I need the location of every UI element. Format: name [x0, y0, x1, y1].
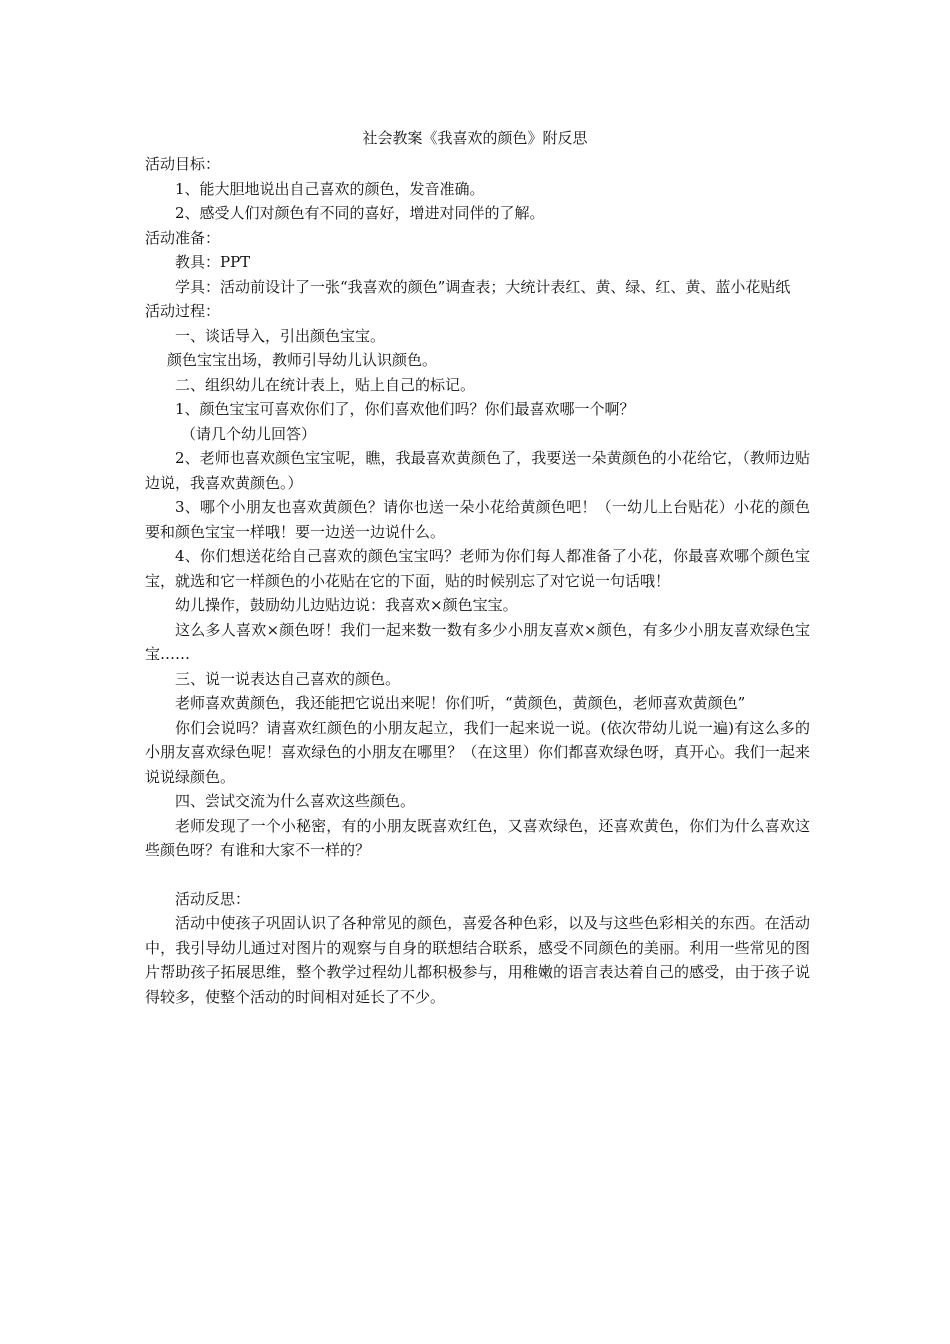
paragraph: 你们会说吗？请喜欢红颜色的小朋友起立，我们一起来说一说。(依次带幼儿说一遍)有这么多的小朋友喜欢绿色呢！喜欢绿色的小朋友在哪里？（在这里）你们都喜欢绿色呀，真开心。我们一起来说说绿颜色。 — [145, 718, 810, 786]
paragraph: 3、哪个小朋友也喜欢黄颜色？请你也送一朵小花给黄颜色吧！（一幼儿上台贴花）小花的颜色要和颜色宝宝一样哦！要一边送一边说什么。 — [145, 498, 810, 541]
section-heading-process: 活动过程： — [145, 302, 221, 320]
preparation-item: 学具：活动前设计了一张“我喜欢的颜色”调查表；大统计表红、黄、绿、红、黄、蓝小花贴纸 — [175, 277, 791, 296]
document-body — [145, 152, 810, 1009]
section-heading-reflection: 活动反思： — [175, 889, 251, 908]
paragraph: 2、老师也喜欢颜色宝宝呢，瞧，我最喜欢黄颜色了，我要送一朵黄颜色的小花给它，（教师边贴边说，我喜欢黄颜色。） — [145, 449, 810, 492]
goal-item: 2、感受人们对颜色有不同的喜好，增进对同伴的了解。 — [175, 204, 545, 222]
section-heading-preparation: 活动准备： — [145, 228, 221, 247]
paragraph: 老师喜欢黄颜色，我还能把它说出来呢！你们听，“黄颜色，黄颜色，老师喜欢黄颜色” — [175, 694, 746, 712]
spacer — [145, 863, 810, 887]
reflection-paragraph: 活动中使孩子巩固认识了各种常见的颜色，喜爱各种色彩，以及与这些色彩相关的东西。在活动中，我引导幼儿通过对图片的观察与自身的联想结合联系，感受不同颜色的美丽。利用一些常见的图片帮助孩子拓展思维，整个教学过程幼儿都积极参与，用稚嫩的语言表达着自己的感受，由于孩子说得较多，使整个活动的时间相对延长了不少。 — [145, 914, 810, 1006]
process-step: 一、谈话导入，引出颜色宝宝。 — [175, 326, 386, 345]
process-step: 三、说一说表达自己喜欢的颜色。 — [175, 669, 401, 688]
goal-item: 1、能大胆地说出自己喜欢的颜色，发音准确。 — [175, 179, 485, 198]
paragraph: 1、颜色宝宝可喜欢你们了，你们喜欢他们吗？你们最喜欢哪一个啊？ — [175, 400, 635, 418]
paragraph: （请几个幼儿回答） — [181, 424, 317, 443]
document-title: 社会教案《我喜欢的颜色》附反思 — [362, 129, 588, 147]
section-heading-goals: 活动目标： — [145, 155, 221, 173]
paragraph: 颜色宝宝出场，教师引导幼儿认识颜色。 — [167, 351, 438, 369]
process-step: 四、尝试交流为什么喜欢这些颜色。 — [175, 792, 416, 810]
preparation-item: 教具：PPT — [175, 253, 251, 271]
paragraph: 这么多人喜欢×颜色呀！我们一起来数一数有多少小朋友喜欢×颜色，有多少小朋友喜欢绿色宝宝…… — [145, 620, 810, 663]
paragraph: 老师发现了一个小秘密，有的小朋友既喜欢红色，又喜欢绿色，还喜欢黄色，你们为什么喜欢这些颜色呀？有谁和大家不一样的？ — [145, 816, 810, 859]
process-step: 二、组织幼儿在统计表上，贴上自己的标记。 — [175, 375, 476, 394]
paragraph: 4、你们想送花给自己喜欢的颜色宝宝吗？老师为你们每人都准备了小花，你最喜欢哪个颜色宝宝，就选和它一样颜色的小花贴在它的下面，贴的时候别忘了对它说一句话哦！ — [145, 547, 810, 590]
paragraph: 幼儿操作，鼓励幼儿边贴边说：我喜欢×颜色宝宝。 — [175, 596, 518, 614]
